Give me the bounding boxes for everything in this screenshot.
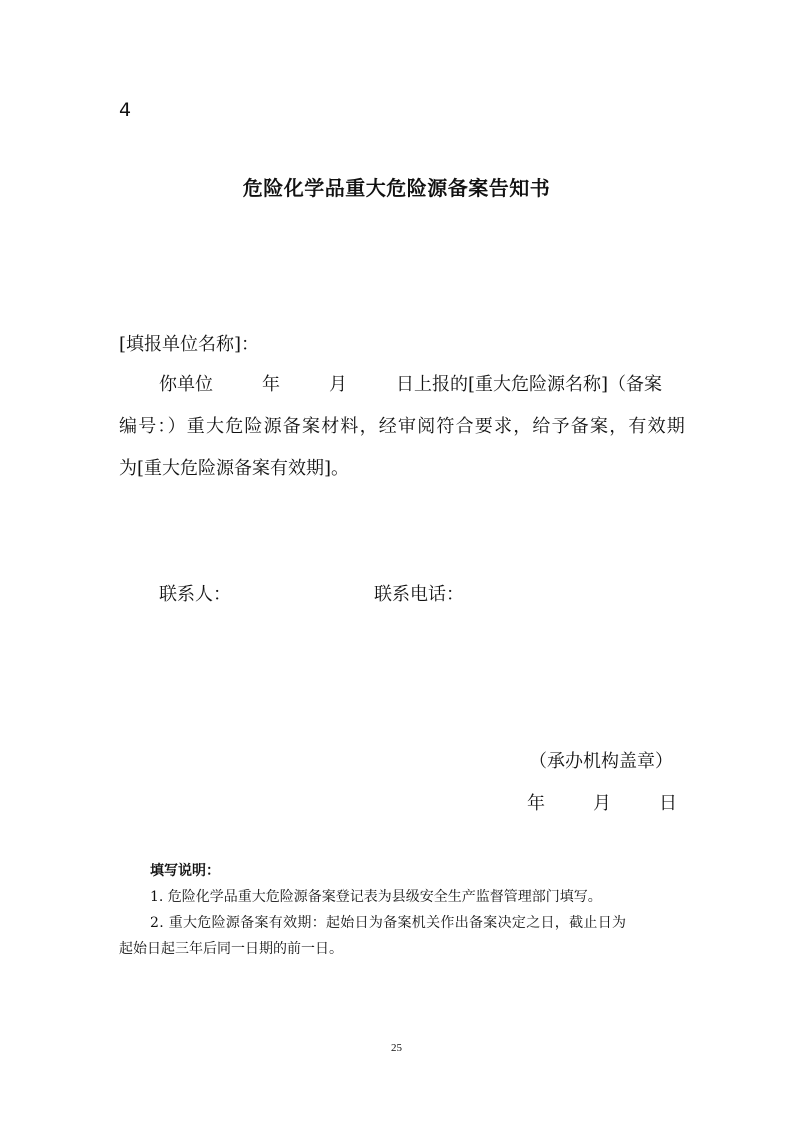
signature-day: 日 — [659, 793, 677, 814]
note-item-2-continuation: 起始日起三年后同一日期的前一日。 — [119, 941, 343, 957]
report-month-text: 月 — [329, 374, 347, 395]
body-line-3: 为[重大危险源备案有效期]。 — [119, 458, 350, 479]
report-day-text: 日上报的[重大危险源名称]（备案 — [396, 374, 663, 395]
signature-year: 年 — [527, 793, 545, 814]
note-item-2: 2. 重大危险源备案有效期：起始日为备案机关作出备案决定之日，截止日为 — [150, 915, 627, 931]
note-item-1: 1. 危险化学品重大危险源备案登记表为县级安全生产监督管理部门填写。 — [150, 889, 602, 905]
salutation: [填报单位名称]： — [119, 334, 260, 355]
body-line-2: 编号：）重大危险源备案材料，经审阅符合要求，给予备案，有效期 — [119, 416, 686, 437]
contact-phone-label: 联系电话： — [374, 584, 464, 605]
appendix-number: 4 — [119, 99, 132, 121]
page-number: 25 — [391, 1042, 402, 1054]
document-title: 危险化学品重大危险源备案告知书 — [242, 176, 551, 200]
signature-month: 月 — [593, 793, 611, 814]
seal-note: （承办机构盖章） — [529, 751, 673, 772]
report-year-text: 年 — [262, 374, 280, 395]
you-unit-text: 你单位 — [159, 374, 213, 395]
notes-heading: 填写说明： — [150, 863, 220, 879]
contact-person-label: 联系人： — [159, 584, 231, 605]
